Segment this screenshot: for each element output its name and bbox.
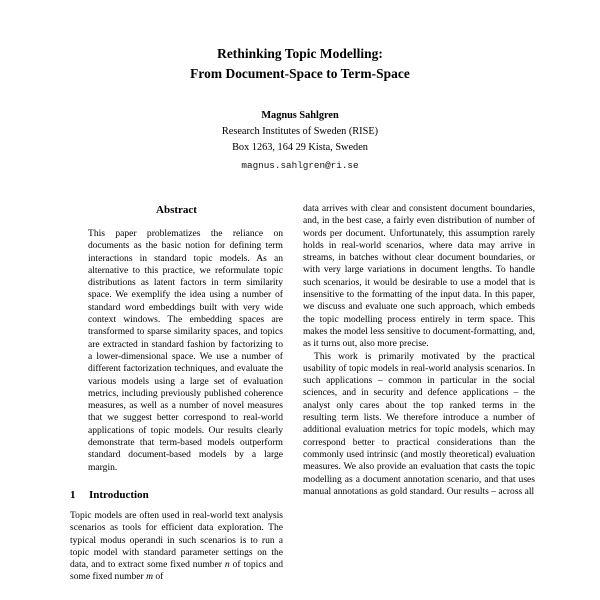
author-email: magnus.sahlgren@ri.se [241,160,359,171]
right-column-paragraph-2: This work is primarily motivated by the practical usability of topic models in real-world analysis scenarios. In such applications – common in particular in the social sciences, and in security and defence applications – the analyst only cares about the top ranked terms in the resulting term lists. We therefore introduce a number of additional evaluation metrics for topic models, which may correspond better to practical considerations than the commonly used intrinsic (and mostly theoretical) evaluation measures. We also provide an evaluation that casts the topic modelling as a document annotation scenario, and that uses manual annotations as gold standard. Our results – across all [303,350,535,497]
author-block [0,108,600,174]
abstract-heading: Abstract [156,204,197,216]
author-name: Magnus Sahlgren [261,110,339,121]
right-column [303,203,535,498]
intro-text-part-1: Topic models are often used in real-world text analysis scenarios as tools for efficient data exploration. The typical modus operandi in such scenarios is to run a topic model with standard parameter settings on the data, and to extract some fixed number [70,509,283,571]
paper-title-line-1: Rethinking Topic Modelling: [217,46,383,61]
section-heading-introduction [70,488,283,502]
math-variable-m: m [146,571,153,583]
intro-text-part-3: of [153,571,164,583]
section-number: 1 [70,488,76,501]
author-affiliation: Research Institutes of Sweden (RISE) [221,126,379,137]
abstract-paragraph: This paper problematizes the reliance on documents as the basic notion for defining term interactions in standard topic models. As an alternative to this practice, we reformulate topic distributions as latent factors in term similarity space. We exemplify the idea using a number of standard word embeddings built with very wide context windows. The embedding spaces are transformed to sparse similarity spaces, and topics are extracted in standard fashion by factorizing to a lower-dimensional space. We use a number of different factorization techniques, and evaluate the various models using a large set of evaluation metrics, including previously published coherence measures, as well as a number of novel measures that we suggest better correspond to real-world applications of topic models. Our results clearly demonstrate that term-based models outperform standard document-based models by a large margin. [88,228,283,473]
paper-title-line-2: From Document-Space to Term-Space [190,65,410,81]
introduction-paragraph-1 [70,510,283,584]
math-variable-n: n [224,559,230,571]
left-column [70,203,283,584]
right-column-paragraph-1: data arrives with clear and consistent document boundaries, and, in the best case, a fairly even distribution of number of words per document. Unfortunately, this assumption rarely holds in real-world scenarios, where data may arrive in streams, in batches without clear document boundaries, or with very large variations in document lengths. To handle such scenarios, it would be desirable to use a model that is insensitive to the formatting of the input data. In this paper, we discuss and evaluate one such approach, which embeds the topic modelling process entirely in term space. This makes the model less sensitive to document-formatting, and, as it turns out, also more precise. [303,203,535,350]
abstract-body [88,228,283,474]
section-title: Introduction [89,488,149,501]
author-address: Box 1263, 164 29 Kista, Sweden [232,141,368,153]
title-block [0,0,600,83]
intro-text-part-2: of topics and some fixed number [70,559,283,583]
page-title [0,44,600,83]
